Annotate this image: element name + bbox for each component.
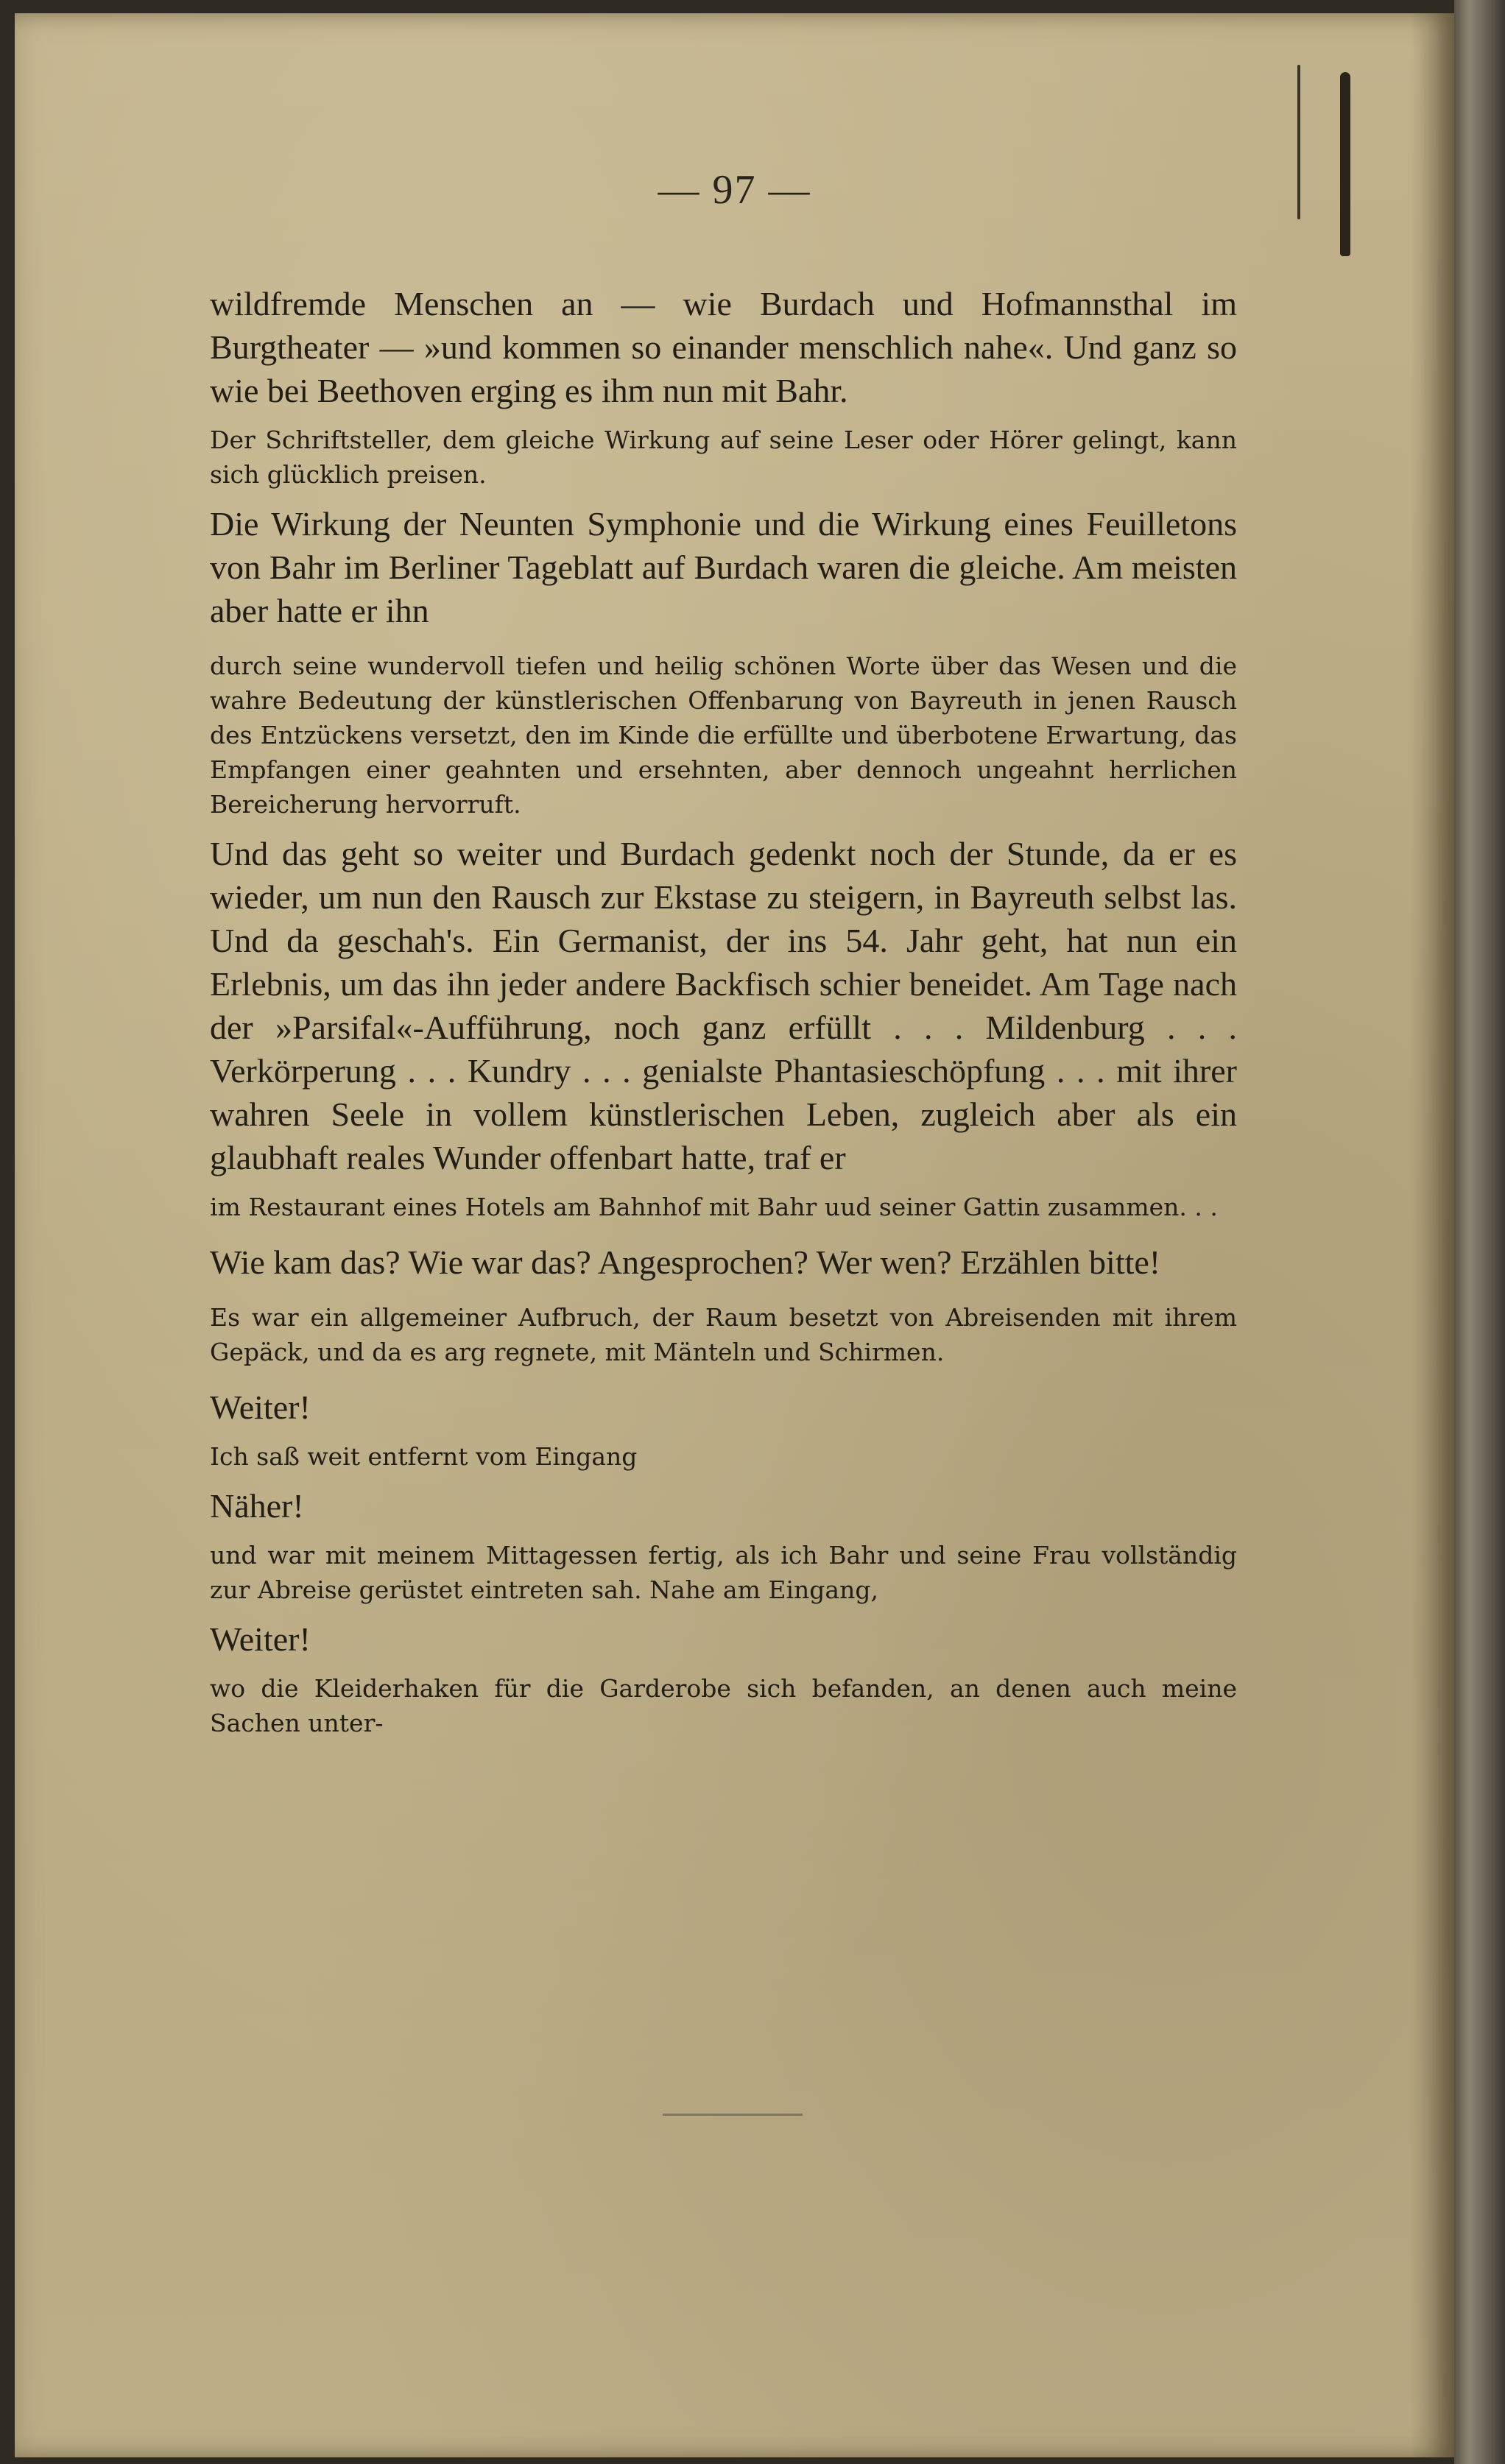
page-edge-shadow: [1410, 13, 1454, 2457]
paragraph: Und das geht so weiter und Burdach gedenkt noch der Stunde, da er es wieder, um nun den Rausch zur Ekstase zu steigern, in Bayreuth selbst las. Und da geschah's. Ein Germanist, der ins 54. Jahr geht, hat nun ein Erlebnis, um das ihn jeder andere Backfisch schier beneidet. Am Tage nach der »Parsifal«-Aufführung, noch ganz erfüllt . . . Mildenburg . . . Verkörperung . . . Kundry . . . genialste Phantasieschöpfung . . . mit ihrer wahren Seele in vollem künstlerischen Leben, zugleich aber als ein glaubhaft reales Wunder offenbart hatte, traf er: [210, 835, 1237, 1176]
quotation: im Restaurant eines Hotels am Bahnhof mit Bahr uud seiner Gattin zusammen. . .: [210, 1193, 1218, 1221]
bottom-rule: [663, 2114, 803, 2116]
quotation: und war mit meinem Mittagessen fertig, als ich Bahr und seine Frau vollständig zur Abreise gerüstet eintreten sah. Nahe am Eingang,: [210, 1541, 1237, 1604]
page-number: — 97 —: [658, 167, 811, 213]
quotation: Es war ein allgemeiner Aufbruch, der Raum besetzt von Abreisenden mit ihrem Gepäck, und da es arg regnete, mit Mänteln und Schirmen.: [210, 1303, 1237, 1366]
quotation: durch seine wundervoll tiefen und heilig schönen Worte über das Wesen und die wahre Bedeutung der künstlerischen Offenbarung von Bayreuth in jenen Rausch des Entzückens versetzt, den im Kinde die erfüllte und überbotene Erwartung, das Empfangen einer geahnten und ersehnten, aber dennoch ungeahnt herrlichen Bereicherung hervorruft.: [210, 652, 1237, 819]
paragraph: wildfremde Menschen an — wie Burdach und Hofmannsthal im Burgtheater — »und kommen so einander menschlich nahe«. Und ganz so wie bei Beethoven erging es ihm nun mit Bahr.: [210, 285, 1237, 409]
quotation: Der Schriftsteller, dem gleiche Wirkung auf seine Leser oder Hörer gelingt, kann sich glücklich preisen.: [210, 426, 1237, 489]
quotation: Ich saß weit entfernt vom Eingang: [210, 1442, 638, 1471]
book-spine-edge: [1454, 0, 1505, 2464]
paragraph: Näher!: [210, 1487, 304, 1525]
book-page: [15, 13, 1454, 2457]
page-body: [210, 282, 1237, 1740]
ink-mark: [1340, 72, 1350, 256]
quotation: wo die Kleiderhaken für die Garderobe sich befanden, an denen auch meine Sachen unter-: [210, 1674, 1237, 1737]
paragraph: Weiter!: [210, 1388, 311, 1426]
paragraph: Wie kam das? Wie war das? Angesprochen? Wer wen? Erzählen bitte!: [210, 1243, 1161, 1281]
paragraph: Die Wirkung der Neunten Symphonie und die Wirkung eines Feuilletons von Bahr im Berliner Tageblatt auf Burdach waren die gleiche. Am meisten aber hatte er ihn: [210, 505, 1237, 629]
paragraph: Weiter!: [210, 1620, 311, 1658]
